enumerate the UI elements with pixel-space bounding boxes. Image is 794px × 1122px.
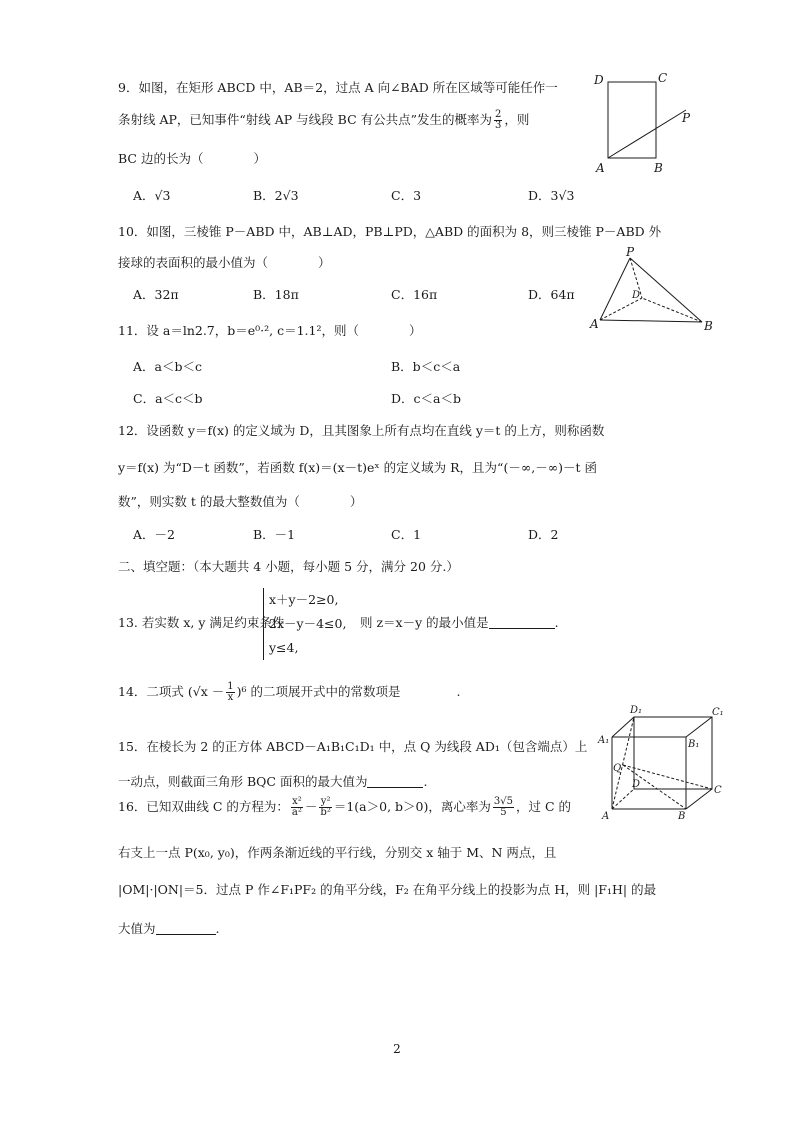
q9-option-c: C．3 bbox=[391, 188, 422, 203]
label-b: B bbox=[678, 811, 686, 822]
q10-line1: 10．如图，三棱锥 P－ABD 中，AB⊥AD，PB⊥PD，△ABD 的面积为 8，则三棱锥 P－ABD 外 bbox=[118, 224, 662, 239]
q15-line2-text: 一动点，则截面三角形 BQC 面积的最大值为 bbox=[118, 774, 368, 789]
q10-line2: 接球的表面积的最小值为（ ） bbox=[118, 255, 331, 270]
q13-constraint-1: x＋y－2≥0, bbox=[269, 592, 339, 607]
label-b: B bbox=[704, 319, 713, 333]
q14-frac-numerator: 1 bbox=[227, 681, 234, 692]
q16-frac-x-den: a² bbox=[291, 807, 302, 818]
q9-frac-numerator: 2 bbox=[495, 109, 502, 120]
q12-option-d: D．2 bbox=[528, 527, 559, 542]
q15-cube-figure bbox=[598, 703, 728, 821]
q9-option-b: B．2√3 bbox=[253, 188, 299, 203]
label-a: A bbox=[596, 161, 605, 175]
label-b1: B₁ bbox=[688, 739, 700, 750]
q16-minus: － bbox=[304, 799, 318, 814]
q12-option-a: A．－2 bbox=[133, 527, 175, 542]
q15-line1: 15．在棱长为 2 的正方体 ABCD－A₁B₁C₁D₁ 中，点 Q 为线段 AD₁（包含端点）上 bbox=[118, 739, 588, 754]
q16-frac-e-num: 3√5 bbox=[493, 796, 513, 807]
label-a: A bbox=[602, 811, 610, 822]
q9-probability-fraction bbox=[494, 110, 502, 131]
q16-frac-e-den: 5 bbox=[500, 807, 507, 818]
q11-line1: 11．设 a＝ln2.7，b＝e⁰·², c＝1.1²，则（ ） bbox=[118, 323, 422, 338]
q10-option-c: C．16π bbox=[391, 287, 438, 302]
q9-line2 bbox=[118, 110, 529, 131]
q13-answer-blank[interactable] bbox=[489, 628, 555, 629]
q14-end: . bbox=[456, 684, 461, 699]
q15-line2 bbox=[118, 772, 427, 790]
label-p: P bbox=[682, 111, 691, 125]
q12-line1: 12．设函数 y＝f(x) 的定义域为 D，且其图象上所有点均在直线 y＝t 的上方，则称函数 bbox=[118, 423, 605, 438]
q16-line2: 右支上一点 P(x₀, y₀)，作两条渐近线的平行线，分别交 x 轴于 M、N 两点，且 bbox=[118, 845, 557, 860]
q14-fraction bbox=[226, 682, 234, 703]
q13-constraint-3: y≤4, bbox=[269, 640, 299, 655]
q9-line3: BC 边的长为（ ） bbox=[118, 151, 266, 166]
q13-suffix-text: 则 z＝x－y 的最小值是 bbox=[360, 615, 489, 630]
q13-prefix: 13. 若实数 x, y 满足约束条件 bbox=[118, 615, 285, 630]
rect-abcd bbox=[608, 82, 656, 158]
q9-rectangle-figure bbox=[590, 68, 700, 178]
label-b: B bbox=[654, 161, 663, 175]
label-d: D bbox=[632, 290, 641, 301]
label-a1: A₁ bbox=[598, 735, 610, 746]
q14-line bbox=[118, 682, 460, 703]
edge-pb bbox=[630, 258, 702, 322]
q16-line4 bbox=[118, 919, 220, 937]
q10-option-b: B．18π bbox=[253, 287, 299, 302]
q16-line4-text: 大值为 bbox=[118, 921, 156, 936]
edge-b1-c1 bbox=[686, 717, 712, 737]
label-c: C bbox=[714, 785, 722, 796]
q16-line1 bbox=[118, 797, 571, 818]
page-number: 2 bbox=[393, 1042, 401, 1056]
edge-bd bbox=[642, 298, 702, 322]
q11-option-a: A．a＜b＜c bbox=[133, 359, 202, 374]
edge-a1-d1 bbox=[612, 717, 634, 737]
q10-option-d: D．64π bbox=[528, 287, 575, 302]
q9-frac-denominator: 3 bbox=[495, 120, 502, 131]
section-fill-in-heading: 二、填空题：（本大题共 4 小题，每小题 5 分，满分 20 分.） bbox=[118, 559, 459, 574]
edge-a-d bbox=[612, 789, 634, 809]
edge-ad bbox=[600, 298, 642, 320]
q10-pyramid-figure bbox=[590, 245, 720, 338]
q13-suffix bbox=[360, 613, 559, 631]
q9-line1: 9．如图，在矩形 ABCD 中，AB＝2，过点 A 向∠BAD 所在区域等可能任作一 bbox=[118, 80, 558, 95]
edge-b-c bbox=[686, 789, 712, 809]
q16-mid: ＝1(a＞0, b＞0)，离心率为 bbox=[333, 799, 491, 814]
q15-end: . bbox=[423, 774, 428, 789]
label-d: D bbox=[632, 779, 641, 790]
q11-option-d: D．c＜a＜b bbox=[391, 391, 461, 406]
q9-line2-tail: ，则 bbox=[504, 112, 530, 127]
q12-option-c: C．1 bbox=[391, 527, 422, 542]
q16-frac-x-num: x² bbox=[292, 796, 302, 807]
q16-frac-e bbox=[493, 797, 514, 818]
q9-option-d: D．3√3 bbox=[528, 188, 575, 203]
q9-line2-text: 条射线 AP，已知事件“射线 AP 与线段 BC 有公共点”发生的概率为 bbox=[118, 112, 493, 127]
label-a: A bbox=[590, 317, 599, 331]
edge-pa bbox=[600, 258, 630, 320]
label-p: P bbox=[626, 245, 635, 259]
q13-constraint-system bbox=[263, 588, 346, 660]
q12-line3: 数”，则实数 t 的最大整数值为（ ） bbox=[118, 494, 363, 509]
label-d: D bbox=[594, 73, 604, 87]
label-c: C bbox=[658, 71, 668, 85]
q13-constraint-2: 2x－y－4≤0, bbox=[269, 616, 347, 631]
q11-option-b: B．b＜c＜a bbox=[391, 359, 461, 374]
q11-option-c: C．a＜c＜b bbox=[133, 391, 203, 406]
q16-line3: |OM|·|ON|＝5．过点 P 作∠F₁PF₂ 的角平分线，F₂ 在角平分线上的投影为点 H，则 |F₁H| 的最 bbox=[118, 882, 657, 897]
q14-answer-blank[interactable] bbox=[401, 697, 457, 698]
q16-prefix: 16．已知双曲线 C 的方程为： bbox=[118, 799, 289, 814]
q14-frac-denominator: x bbox=[227, 692, 234, 703]
ray-ap bbox=[608, 110, 686, 158]
q12-option-b: B．－1 bbox=[253, 527, 296, 542]
label-d1: D₁ bbox=[630, 705, 643, 716]
q16-frac-y-den: b² bbox=[320, 807, 331, 818]
q12-line2: y＝f(x) 为“D－t 函数”，若函数 f(x)＝(x－t)eˣ 的定义域为 R，且为“(－∞,－∞)－t 函 bbox=[118, 460, 597, 475]
q16-answer-blank[interactable] bbox=[156, 934, 216, 935]
q10-option-a: A．32π bbox=[133, 287, 179, 302]
q16-frac-x bbox=[291, 797, 303, 818]
q16-frac-y bbox=[319, 797, 331, 818]
q14-suffix: )⁶ 的二项展开式中的常数项是 bbox=[236, 684, 401, 699]
q16-frac-y-num: y² bbox=[320, 796, 331, 807]
q15-answer-blank[interactable] bbox=[367, 787, 423, 788]
edge-ab bbox=[600, 320, 702, 322]
q14-prefix: 14．二项式 (√x － bbox=[118, 684, 225, 699]
q16-post: ，过 C 的 bbox=[515, 799, 571, 814]
q13-end: . bbox=[554, 615, 559, 630]
q9-option-a: A．√3 bbox=[133, 188, 171, 203]
label-c1: C₁ bbox=[712, 707, 724, 718]
q16-end: . bbox=[215, 921, 220, 936]
label-q: Q bbox=[613, 763, 622, 774]
